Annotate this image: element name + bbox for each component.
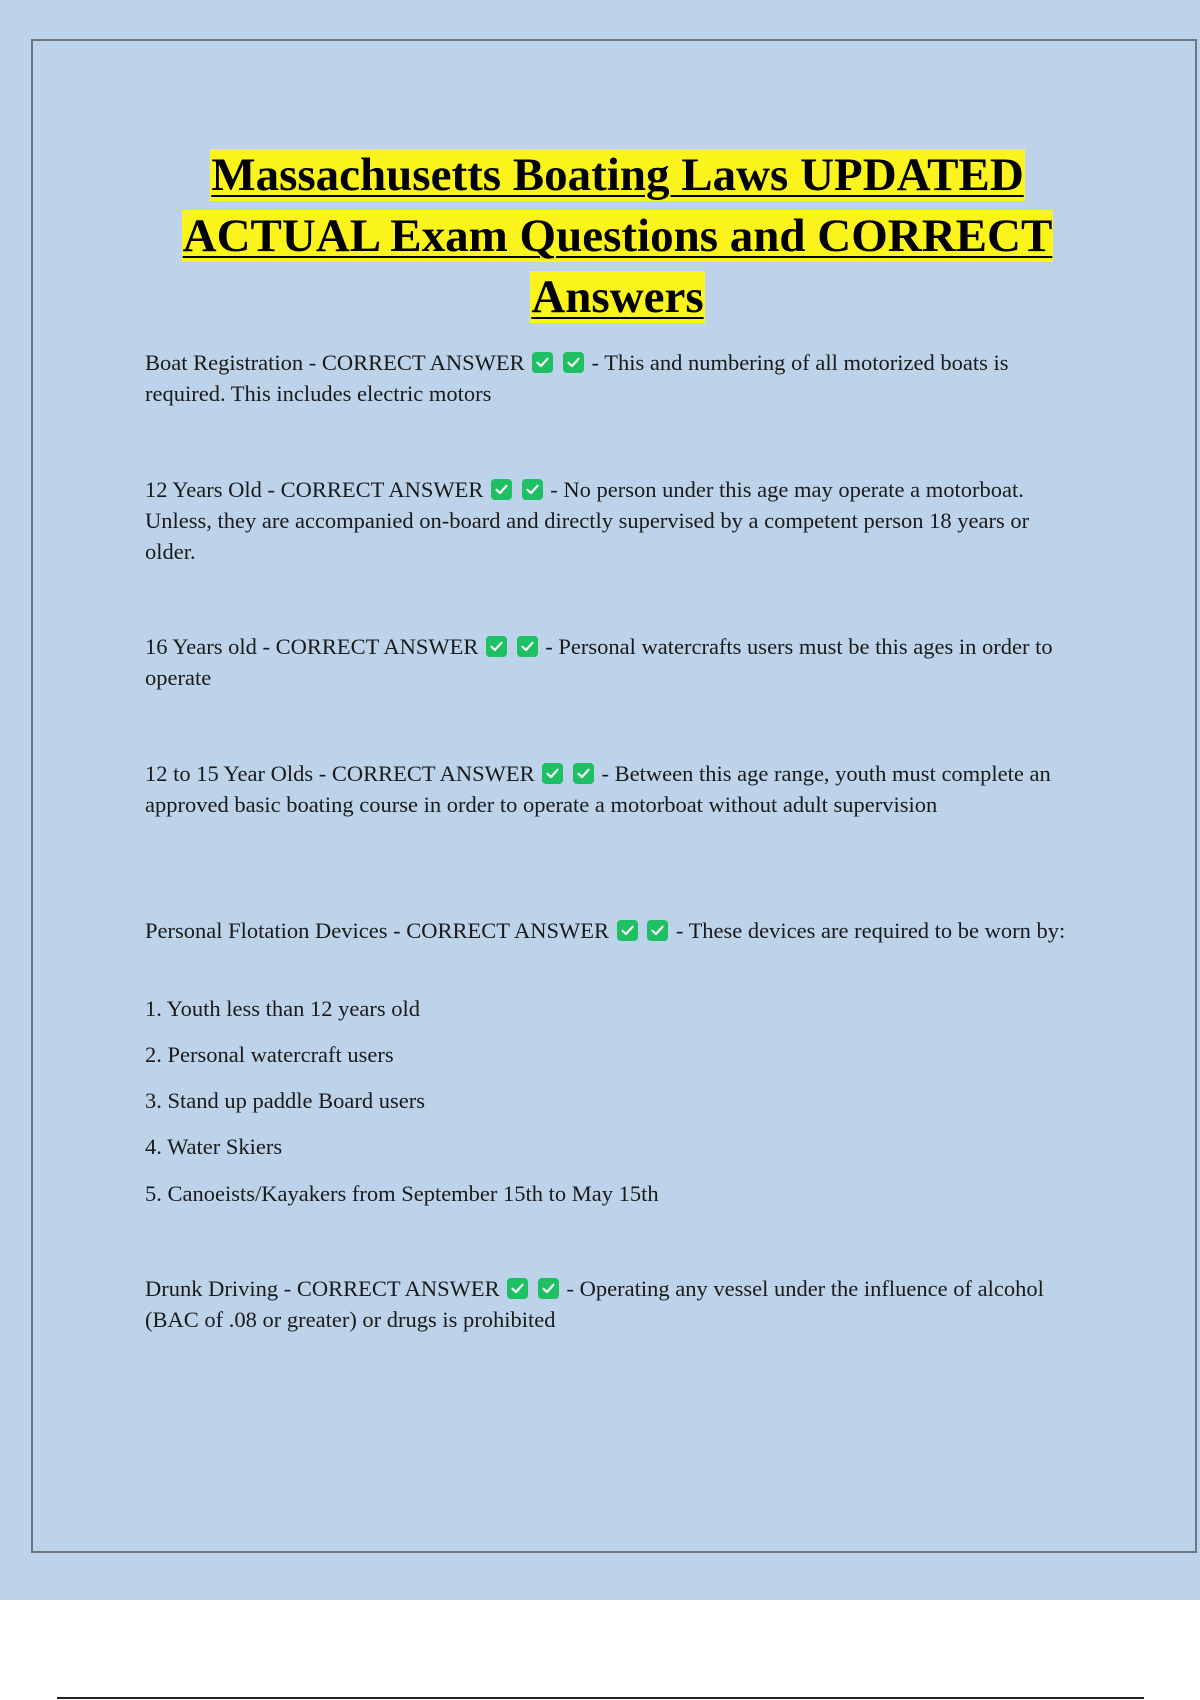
title-line-2: ACTUAL Exam Questions and CORRECT (182, 210, 1053, 262)
check-icon (517, 636, 538, 657)
qa-item: 12 Years Old - CORRECT ANSWER - No person under this age may operate a motorboat. Unless, they are accompanied on-board and directly supervised by a competent person 18 years or older. (145, 477, 1030, 564)
qa-definition: No person under this age may operate a motorboat. Unless, they are accompanied on-board and directly supervised by a competent person 18 years or older. (145, 477, 1030, 564)
title-line-1: Massachusetts Boating Laws UPDATED (211, 149, 1024, 201)
answer-marker: CORRECT ANSWER (331, 761, 535, 786)
qa-term: 12 to 15 Year Olds (145, 761, 314, 786)
list-item: 3. Stand up paddle Board users (145, 1088, 425, 1113)
list-item: 4. Water Skiers (145, 1134, 283, 1159)
check-icon (563, 352, 584, 373)
check-icon (647, 920, 668, 941)
qa-definition: These devices are required to be worn by: (688, 918, 1066, 943)
check-icon (573, 763, 594, 784)
qa-definition: Personal watercrafts users must be this ages in order to operate (145, 634, 1053, 690)
check-icon (538, 1278, 559, 1299)
qa-item: 12 to 15 Year Olds - CORRECT ANSWER - Between this age range, youth must complete an approved basic boating course in order to operate a motorboat without adult supervision (145, 761, 1051, 817)
document-title (100, 145, 1135, 328)
answer-marker: CORRECT ANSWER (280, 477, 484, 502)
qa-item: Personal Flotation Devices - CORRECT ANSWER - These devices are required to be worn by: (145, 918, 1066, 943)
footer-divider (57, 1697, 1144, 1699)
answer-marker: CORRECT ANSWER (406, 918, 609, 943)
list-item: 5. Canoeists/Kayakers from September 15th to May 15th (145, 1181, 659, 1206)
qa-item: 16 Years old - CORRECT ANSWER - Personal watercrafts users must be this ages in order to operate (145, 634, 1053, 690)
qa-definition: Between this age range, youth must complete an approved basic boating course in order to operate a motorboat without adult supervision (145, 761, 1051, 817)
qa-term: Drunk Driving (145, 1276, 279, 1301)
list-item: 2. Personal watercraft users (145, 1042, 394, 1067)
qa-definition: Operating any vessel under the influence of alcohol (BAC of .08 or greater) or drugs is prohibited (145, 1276, 1044, 1332)
qa-item: Drunk Driving - CORRECT ANSWER - Operating any vessel under the influence of alcohol (BAC of .08 or greater) or drugs is prohibited (145, 1276, 1044, 1332)
check-icon (491, 479, 512, 500)
check-icon (532, 352, 553, 373)
check-icon (617, 920, 638, 941)
qa-item: Boat Registration - CORRECT ANSWER - This and numbering of all motorized boats is required. This includes electric motors (145, 350, 1009, 406)
qa-term: Personal Flotation Devices (145, 918, 388, 943)
check-icon (486, 636, 507, 657)
answer-marker: CORRECT ANSWER (321, 350, 525, 375)
check-icon (522, 479, 543, 500)
title-line-3: Answers (531, 271, 704, 323)
qa-term: Boat Registration (145, 350, 304, 375)
answer-marker: CORRECT ANSWER (296, 1276, 500, 1301)
qa-term: 16 Years old (145, 634, 257, 659)
check-icon (507, 1278, 528, 1299)
answer-marker: CORRECT ANSWER (275, 634, 479, 659)
list-item: 1. Youth less than 12 years old (145, 996, 420, 1021)
qa-term: 12 Years Old (145, 477, 262, 502)
check-icon (542, 763, 563, 784)
qa-definition: This and numbering of all motorized boats is required. This includes electric motors (145, 350, 1009, 406)
